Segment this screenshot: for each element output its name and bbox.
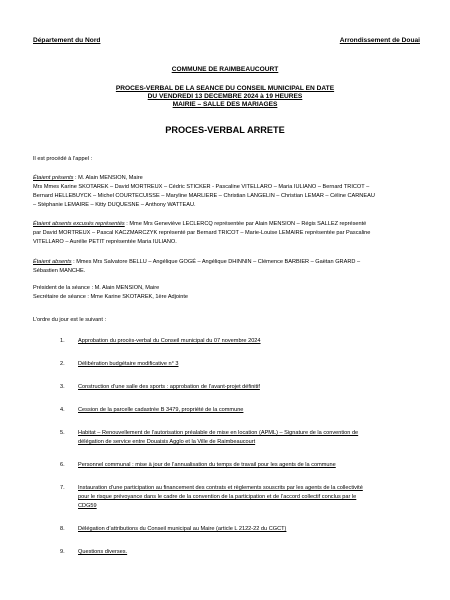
ordre-intro: L’ordre du jour est le suivant : [33,317,107,323]
presents-block [33,174,423,210]
agenda-item [60,461,426,470]
agenda-item-text: Habitat – Renouvellement de l’autorisation préalable de mise en location (APML) – Signature de la convention de [78,430,359,436]
agenda-item [60,548,426,557]
agenda-item-number: 9. [60,549,65,555]
agenda-item-text: Approbation du procès-verbal du Conseil municipal du 07 novembre 2024 [78,338,261,344]
agenda-item-text: Cession de la parcelle cadastrée B 3479, propriété de la commune [78,407,244,413]
presents-line-1: : M. Alain MENSION, Maire [73,175,143,181]
agenda-item [60,525,426,534]
presents-line-2: Mrs Mmes Karine SKOTAREK – David MORTREUX – Cédric STICKER - Pascaline VITELLARO – Maria IULIANO – Bernard TRICOT – [33,184,370,190]
agenda-item [60,360,426,369]
agenda-item [60,484,426,511]
agenda-item-number: 7. [60,485,65,491]
header-arrondissement: Arrondissement de Douai [339,37,420,44]
secretaire-line: Secrétaire de séance : Mme Karine SKOTAREK, 1ère Adjointe [33,294,189,300]
agenda-item [60,429,426,447]
agenda-item-number: 2. [60,361,65,367]
agenda-item [60,406,426,415]
agenda-item-number: 5. [60,430,65,436]
president-line: Président de la séance : M. Alain MENSION, Maire [33,285,160,291]
agenda-item [60,337,426,346]
agenda-list [60,337,426,571]
pv-title-line-3: MAIRIE – SALLE DES MARIAGES [172,101,278,108]
agenda-item-text: CDG59 [78,503,97,509]
agenda-item-text: Délégation d’attributions du Conseil municipal au Maire (article L 2122-22 du CGCT) [78,526,287,532]
presents-label: Étaient présents [33,175,74,181]
officials-block [33,284,423,302]
agenda-item-text: Construction d’une salle des sports : approbation de l’avant-projet définitif [78,384,260,390]
agenda-item-number: 8. [60,526,65,532]
agenda-item-text: Instauration d’une participation au financement des contrats et règlements souscrits par les agents de la collectivité [78,485,363,491]
absents-line-1: : Mmes Mrs Salvatore BELLU – Angélique GOGÉ – Angélique DHINNIN – Clémence BARBIER – Gaëtan GRARD – [71,259,361,265]
agenda-item-number: 6. [60,462,65,468]
arrete-title: PROCES-VERBAL ARRETE [165,125,285,135]
commune-title: COMMUNE DE RAIMBEAUCOURT [171,66,279,73]
agenda-item-number: 4. [60,407,65,413]
excuses-label: Étaient absents excusés représentés [33,221,125,227]
excuses-line-2: par David MORTREUX – Pascal KACZMARCZYK représenté par Bernard TRICOT – Marie-Louise LEMAIRE représentée par Pascaline [33,230,371,236]
absents-block [33,258,423,276]
absents-label: Étaient absents [33,259,72,265]
excuses-line-3: VITELLARO – Aurélie PETIT représentée Maria IULIANO. [33,239,177,245]
agenda-item-number: 1. [60,338,65,344]
excuses-block [33,220,423,247]
pv-title-line-1: PROCES-VERBAL DE LA SEANCE DU CONSEIL MUNICIPAL EN DATE [115,85,335,92]
agenda-item-number: 3. [60,384,65,390]
agenda-item [60,383,426,392]
agenda-item-text: délégation de service entre Douaisis Agglo et la Ville de Raimbeaucourt [78,439,256,445]
agenda-item-text: Délibération budgétaire modificative n° 3 [78,361,179,367]
header-department: Département du Nord [33,37,101,44]
agenda-item-text: Questions diverses. [78,549,128,555]
absents-line-2: Sébastien MANCHE. [33,268,86,274]
excuses-line-1: : Mme Mrs Geneviève LECLERCQ représentée par Alain MENSION – Régis SALLEZ représenté [124,221,367,227]
pv-title-line-2: DU VENDREDI 13 DECEMBRE 2024 à 19 HEURES [147,93,303,100]
agenda-item-text: pour le risque prévoyance dans le cadre de la convention de la participation et de l’accord collectif conclus par le [78,494,357,500]
intro-text: Il est procédé à l’appel : [33,156,93,162]
presents-line-3: Bernard HELLEBUYCK – Michel COURTECUISSE – Maryline MARLIERE – Christian LANGELIN – Christian LEMAR – Céline CARNEAU [33,193,375,199]
agenda-item-text: Personnel communal : mise à jour de l’annualisation du temps de travail pour les agents de la commune [78,462,336,468]
presents-line-4: – Stéphanie LEMAIRE – Kitty DUQUESNE – Anthony WATTEAU. [33,202,196,208]
